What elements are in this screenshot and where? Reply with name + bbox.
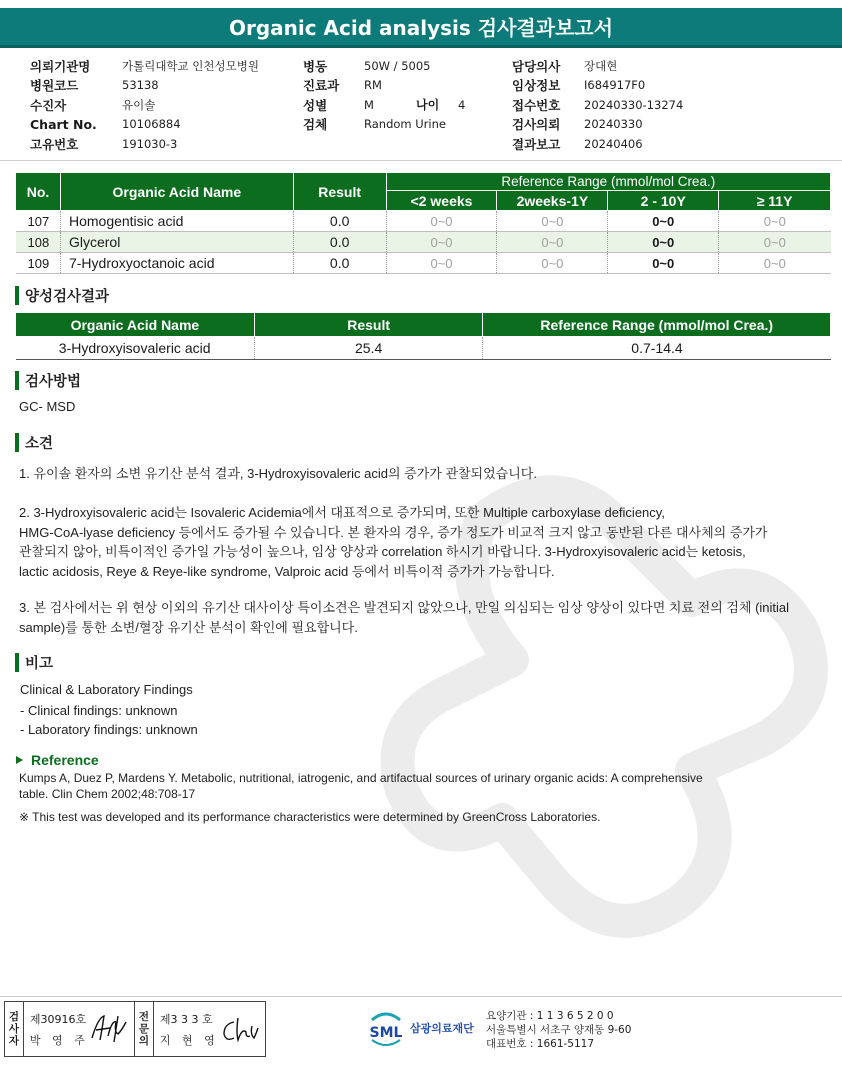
paragraph-line: sample)를 통한 소변/혈장 유기산 분석이 확인에 필요합니다.	[19, 619, 358, 635]
info-value: 20240330	[584, 117, 643, 132]
reference-heading	[16, 752, 99, 768]
info-label: 임상정보	[512, 78, 561, 94]
org-info-line: 서울특별시 서초구 양재동 9-60	[486, 1024, 632, 1036]
reference-title: Reference	[31, 752, 99, 768]
patient-info-col2	[303, 56, 465, 134]
tester-name: 박 영 주	[29, 1034, 89, 1047]
label-char: 전	[138, 1011, 149, 1023]
paragraph-line: 관찰되지 않아, 비특이적인 증가일 가능성이 높으나, 임상 양상과 correlation 하시기 바랍니다. 3-Hydroxyisovaleric acid는 ketosis,	[19, 544, 746, 559]
paragraph-line: lactic acidosis, Reye & Reye-like syndrome, Valproic acid 등에서 비특이적 증가가 가능합니다.	[19, 563, 555, 579]
header-age-group: 2weeks-1Y	[497, 191, 608, 211]
info-label: 담당의사	[512, 58, 561, 74]
row-range: 0~0	[719, 232, 831, 253]
row-result: 25.4	[254, 337, 483, 360]
info-label: 수진자	[30, 97, 67, 113]
results-table	[15, 172, 831, 274]
header-result: Result	[293, 173, 386, 211]
header-age-group: 2 - 10Y	[608, 191, 719, 211]
info-value: M	[364, 97, 374, 112]
info-value: 유이솔	[122, 97, 156, 112]
row-range: 0~0	[608, 232, 719, 253]
section-remarks	[15, 652, 53, 673]
sml-logo-mark	[366, 1008, 406, 1048]
table-row	[16, 211, 831, 232]
tester-license-no: 제30916호	[29, 1013, 87, 1026]
footer-divider	[0, 996, 842, 997]
row-range: 0~0	[497, 232, 608, 253]
label-char: 자	[8, 1035, 19, 1047]
specialist-signature-cell	[154, 1002, 265, 1056]
section-title: 검사방법	[25, 374, 82, 390]
specialist-name: 지 현 영	[159, 1034, 219, 1047]
row-range: 0.7-14.4	[483, 337, 831, 360]
info-value: 53138	[122, 78, 159, 93]
info-value: 장대현	[584, 58, 618, 73]
header-name: Organic Acid Name	[16, 313, 255, 337]
info-label: 고유번호	[30, 136, 79, 152]
row-range: 0~0	[719, 253, 831, 274]
tester-label	[5, 1002, 24, 1056]
paragraph-line: 2. 3-Hydroxyisovaleric acid는 Isovaleric Acidemia에서 대표적으로 증가되며, 또한 Multiple carboxylase deficiency,	[19, 505, 665, 520]
paragraph-line: 3. 본 검사에서는 위 현상 이외의 유기산 대사이상 특이소견은 발견되지 않았으나, 만일 의심되는 임상 양상이 있다면 치료 전의 검체 (initial	[19, 600, 790, 615]
patient-info-col3	[512, 56, 683, 154]
row-name: Glycerol	[60, 232, 293, 253]
info-value: 50W / 5005	[364, 58, 431, 73]
specialist-label	[135, 1002, 154, 1056]
section-marker	[15, 371, 19, 390]
reference-citation	[19, 770, 819, 802]
remarks-line: - Laboratory findings: unknown	[20, 722, 198, 737]
info-value: Random Urine	[364, 117, 446, 132]
info-label: 진료과	[303, 78, 340, 94]
section-marker	[15, 433, 19, 452]
org-info-line: 요양기관 : 1 1 3 6 5 2 0 0	[486, 1010, 614, 1022]
section-method	[15, 370, 81, 391]
section-title: 소견	[25, 436, 54, 452]
row-result: 0.0	[293, 232, 386, 253]
info-label: 결과보고	[512, 136, 561, 152]
reference-note: ※ This test was developed and its performance characteristics were determined by GreenCross Laboratories.	[19, 810, 601, 824]
row-no: 109	[16, 253, 61, 274]
header-ref-range: Reference Range (mmol/mol Crea.)	[386, 173, 830, 191]
row-result: 0.0	[293, 211, 386, 232]
row-name: Homogentisic acid	[60, 211, 293, 232]
label-char: 사	[8, 1023, 19, 1035]
label-char: 검	[8, 1011, 19, 1023]
header-ref-range: Reference Range (mmol/mol Crea.)	[483, 313, 831, 337]
row-no: 107	[16, 211, 61, 232]
report-title: Organic Acid analysis 검사결과보고서	[0, 8, 842, 48]
row-result: 0.0	[293, 253, 386, 274]
sml-logo	[366, 1008, 474, 1048]
remarks-line: Clinical & Laboratory Findings	[20, 682, 193, 697]
opinion-paragraph-3	[19, 598, 819, 637]
remarks-line: - Clinical findings: unknown	[20, 703, 178, 718]
row-name: 3-Hydroxyisovaleric acid	[16, 337, 255, 360]
label-char: 문	[138, 1023, 149, 1035]
row-range: 0~0	[719, 211, 831, 232]
info-label: 검사의뢰	[512, 117, 561, 133]
tester-signature-cell	[24, 1002, 135, 1056]
info-value: RM	[364, 78, 382, 93]
row-range: 0~0	[386, 232, 497, 253]
specialist-signature-image	[220, 1014, 260, 1046]
org-info-line: 대표번호 : 1661-5117	[486, 1038, 595, 1050]
section-marker	[15, 286, 19, 305]
row-name: 7-Hydroxyoctanoic acid	[60, 253, 293, 274]
row-range: 0~0	[497, 211, 608, 232]
info-value: 20240330-13274	[584, 97, 684, 112]
remarks-text	[20, 680, 198, 739]
age-label: 나이	[416, 98, 440, 113]
info-value: 가톨릭대학교 인천성모병원	[122, 58, 259, 73]
citation-line: Kumps A, Duez P, Mardens Y. Metabolic, nutritional, iatrogenic, and artifactual sources of urinary organic acids: A comprehensive	[19, 771, 703, 785]
row-range: 0~0	[608, 253, 719, 274]
section-title: 비고	[25, 656, 54, 672]
opinion-paragraph-1: 1. 유이솔 환자의 소변 유기산 분석 결과, 3-Hydroxyisovaleric acid의 증가가 관찰되었습니다.	[19, 466, 537, 481]
divider	[0, 160, 842, 161]
row-range: 0~0	[386, 211, 497, 232]
header-result: Result	[254, 313, 483, 337]
org-info	[486, 1009, 631, 1051]
opinion-paragraph-2	[19, 503, 819, 581]
header-name: Organic Acid Name	[60, 173, 293, 211]
section-title: 양성검사결과	[25, 289, 110, 305]
row-range: 0~0	[608, 211, 719, 232]
info-label: Chart No.	[30, 116, 97, 132]
table-row	[16, 232, 831, 253]
tester-signature-image	[88, 1012, 130, 1046]
info-label: 검체	[303, 117, 328, 133]
org-name: 삼광의료재단	[410, 1022, 474, 1035]
section-opinion	[15, 432, 53, 453]
section-positive	[15, 285, 109, 306]
specialist-license-no: 제3 3 3 호	[159, 1013, 213, 1026]
info-value: 191030-3	[122, 136, 178, 151]
info-label: 성별	[303, 97, 328, 113]
header-no: No.	[16, 173, 61, 211]
info-value: 10106884	[122, 117, 181, 132]
citation-line: table. Clin Chem 2002;48:708-17	[19, 787, 196, 801]
table-row	[16, 253, 831, 274]
section-marker	[15, 653, 19, 672]
row-range: 0~0	[386, 253, 497, 274]
row-no: 108	[16, 232, 61, 253]
info-label: 병원코드	[30, 78, 79, 94]
logo-letters: SML	[369, 1025, 403, 1041]
table-row	[16, 337, 831, 360]
label-char: 의	[138, 1035, 149, 1047]
info-value: I684917F0	[584, 78, 646, 93]
info-label: 접수번호	[512, 97, 561, 113]
row-range: 0~0	[497, 253, 608, 274]
method-text: GC- MSD	[19, 399, 76, 414]
header-age-group: ≥ 11Y	[719, 191, 831, 211]
patient-info-col1	[30, 56, 259, 154]
age-value: 4	[458, 97, 466, 112]
info-label: 병동	[303, 58, 328, 74]
positive-table	[15, 312, 831, 360]
paragraph-line: HMG-CoA-lyase deficiency 등에서도 증가될 수 있습니다. 본 환자의 경우, 증가 정도가 비교적 크지 않고 동반된 다른 대사체의 증가가	[19, 524, 768, 540]
signature-box	[4, 1001, 266, 1057]
info-label: 의뢰기관명	[30, 58, 91, 74]
info-value: 20240406	[584, 136, 643, 151]
header-age-group: <2 weeks	[386, 191, 497, 211]
triangle-icon	[16, 756, 23, 764]
